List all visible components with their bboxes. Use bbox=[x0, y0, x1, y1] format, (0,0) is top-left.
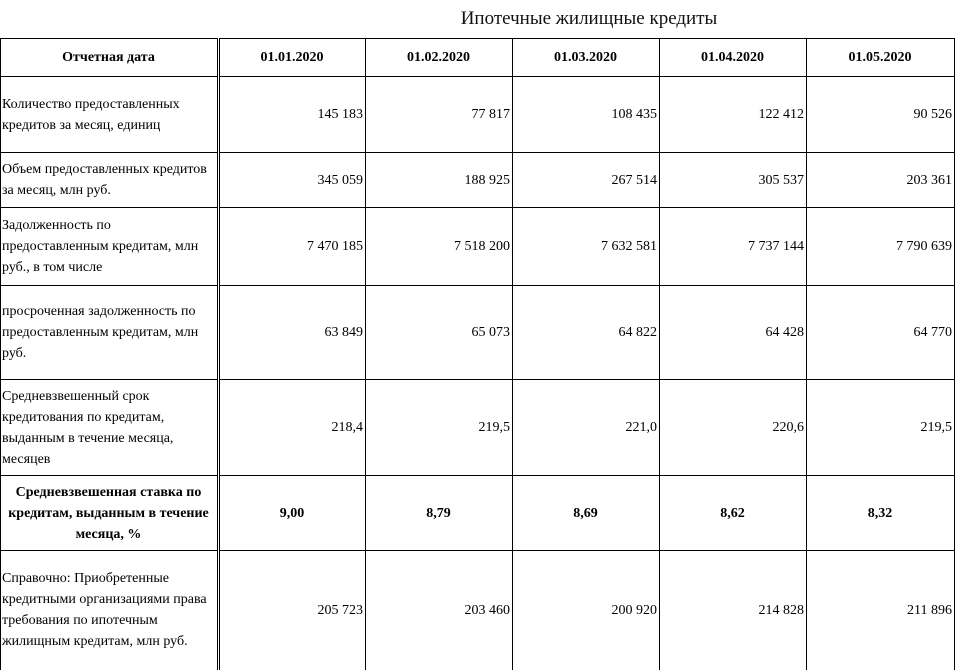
row-label: Средневзвешенная ставка по кредитам, выданным в течение месяца, % bbox=[1, 476, 219, 551]
value-cell: 219,5 bbox=[807, 380, 955, 476]
value-cell: 64 428 bbox=[660, 286, 807, 380]
value-cell: 203 460 bbox=[366, 551, 513, 670]
row-label: Количество предоставленных кредитов за месяц, единиц bbox=[1, 77, 219, 153]
value-cell: 7 518 200 bbox=[366, 208, 513, 286]
value-cell: 64 822 bbox=[513, 286, 660, 380]
value-cell: 203 361 bbox=[807, 153, 955, 208]
value-cell: 7 470 185 bbox=[219, 208, 366, 286]
value-cell: 211 896 bbox=[807, 551, 955, 670]
value-cell: 122 412 bbox=[660, 77, 807, 153]
value-cell: 90 526 bbox=[807, 77, 955, 153]
table-row bbox=[1, 77, 955, 153]
header-date: 01.03.2020 bbox=[513, 39, 660, 77]
value-cell: 8,69 bbox=[513, 476, 660, 551]
table-row bbox=[1, 380, 955, 476]
row-label: Задолженность по предоставленным кредитам, млн руб., в том числе bbox=[1, 208, 219, 286]
value-cell: 77 817 bbox=[366, 77, 513, 153]
value-cell: 8,79 bbox=[366, 476, 513, 551]
mortgage-table bbox=[0, 38, 955, 670]
value-cell: 8,32 bbox=[807, 476, 955, 551]
row-label: Средневзвешенный срок кредитования по кредитам, выданным в течение месяца, месяцев bbox=[1, 380, 219, 476]
value-cell: 7 632 581 bbox=[513, 208, 660, 286]
header-row bbox=[1, 39, 955, 77]
value-cell: 9,00 bbox=[219, 476, 366, 551]
value-cell: 7 737 144 bbox=[660, 208, 807, 286]
header-cell: Отчетная дата bbox=[1, 39, 219, 77]
table-row bbox=[1, 286, 955, 380]
value-cell: 145 183 bbox=[219, 77, 366, 153]
header-date: 01.04.2020 bbox=[660, 39, 807, 77]
value-cell: 218,4 bbox=[219, 380, 366, 476]
value-cell: 8,62 bbox=[660, 476, 807, 551]
row-label: Справочно: Приобретенные кредитными организациями права требования по ипотечным жилищным кредитам, млн руб. bbox=[1, 551, 219, 670]
value-cell: 221,0 bbox=[513, 380, 660, 476]
value-cell: 7 790 639 bbox=[807, 208, 955, 286]
value-cell: 63 849 bbox=[219, 286, 366, 380]
value-cell: 188 925 bbox=[366, 153, 513, 208]
value-cell: 219,5 bbox=[366, 380, 513, 476]
value-cell: 345 059 bbox=[219, 153, 366, 208]
table-title: Ипотечные жилищные кредиты bbox=[460, 8, 718, 29]
value-cell: 305 537 bbox=[660, 153, 807, 208]
value-cell: 205 723 bbox=[219, 551, 366, 670]
header-date: 01.05.2020 bbox=[807, 39, 955, 77]
value-cell: 214 828 bbox=[660, 551, 807, 670]
value-cell: 267 514 bbox=[513, 153, 660, 208]
value-cell: 64 770 bbox=[807, 286, 955, 380]
value-cell: 108 435 bbox=[513, 77, 660, 153]
row-label: Объем предоставленных кредитов за месяц, млн руб. bbox=[1, 153, 219, 208]
value-cell: 220,6 bbox=[660, 380, 807, 476]
value-cell: 65 073 bbox=[366, 286, 513, 380]
table-row bbox=[1, 476, 955, 551]
value-cell: 200 920 bbox=[513, 551, 660, 670]
table-row bbox=[1, 153, 955, 208]
row-label: просроченная задолженность по предоставленным кредитам, млн руб. bbox=[1, 286, 219, 380]
table-row bbox=[1, 551, 955, 670]
header-date: 01.01.2020 bbox=[219, 39, 366, 77]
header-date: 01.02.2020 bbox=[366, 39, 513, 77]
table-row bbox=[1, 208, 955, 286]
